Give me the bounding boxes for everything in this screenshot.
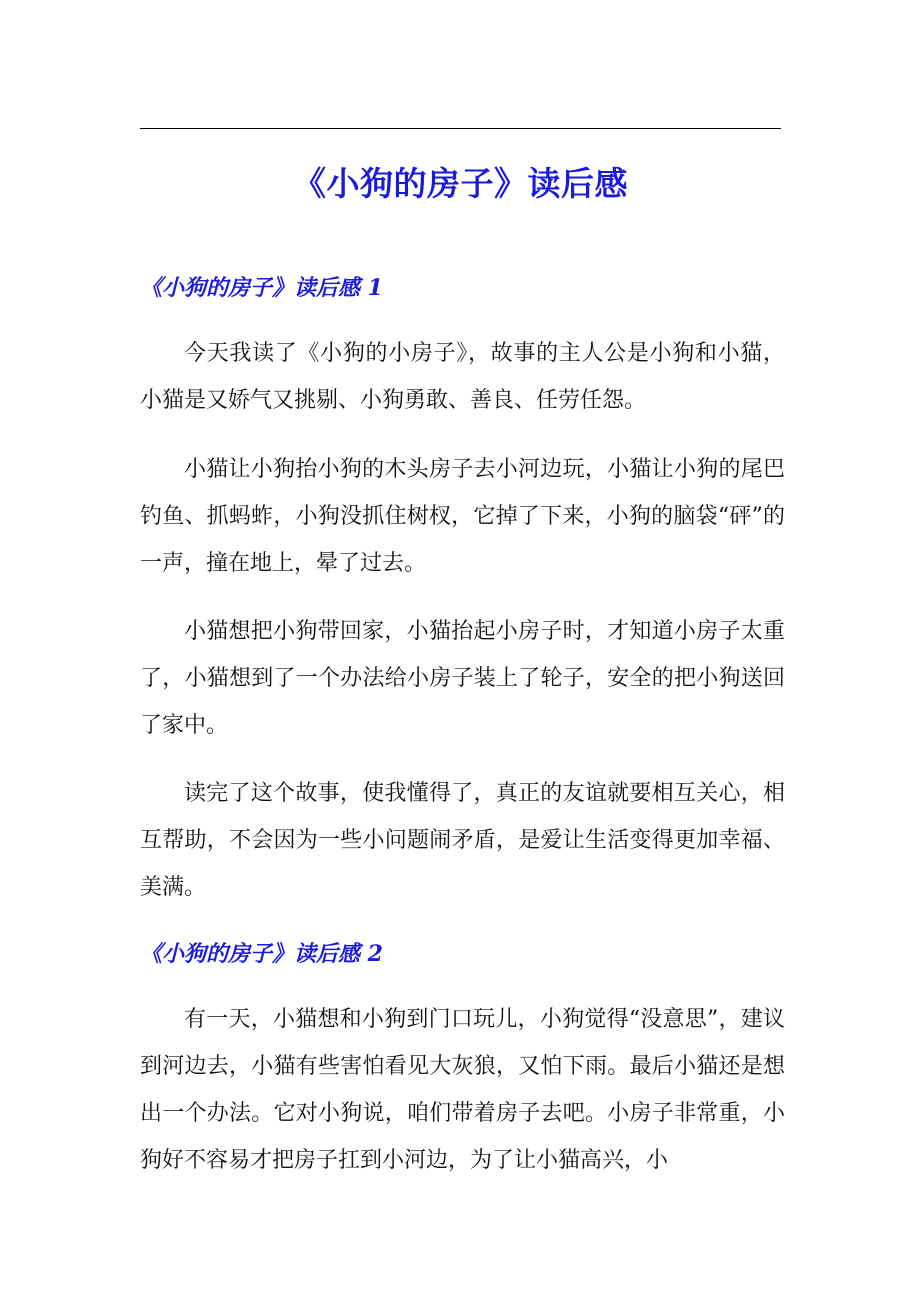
paragraph-1-4: 读完了这个故事，使我懂得了，真正的友谊就要相互关心，相互帮助，不会因为一些小问题闹矛盾，是爱让生活变得更加幸福、美满。 [140,781,785,900]
paragraph-1-1: 今天我读了《小狗的小房子》，故事的主人公是小狗和小猫，小猫是又娇气又挑剔、小狗勇敢、善良、任劳任怨。 [140,341,785,413]
paragraph-1-3: 小猫想把小狗带回家，小猫抬起小房子时，才知道小房子太重了，小猫想到了一个办法给小房子装上了轮子，安全的把小狗送回了家中。 [140,619,785,738]
paragraph-1-2: 小猫让小狗抬小狗的木头房子去小河边玩，小猫让小狗的尾巴钓鱼、抓蚂蚱，小狗没抓住树杈，它掉了下来，小狗的脑袋“砰”的一声，撞在地上，晕了过去。 [140,457,785,576]
document-title: 《小狗的房子》读后感 [293,164,628,203]
section-heading-2: 《小狗的房子》读后感 2 [140,941,383,967]
paragraph-2-1: 有一天，小猫想和小狗到门口玩儿，小狗觉得“没意思”，建议到河边去，小猫有些害怕看见大灰狼，又怕下雨。最后小猫还是想出一个办法。它对小狗说，咱们带着房子去吧。小房子非常重，小狗好不容易才把房子扛到小河边，为了让小猫高兴，小 [140,1007,785,1173]
header-rule [140,128,781,129]
section-heading-1: 《小狗的房子》读后感 1 [140,275,383,301]
